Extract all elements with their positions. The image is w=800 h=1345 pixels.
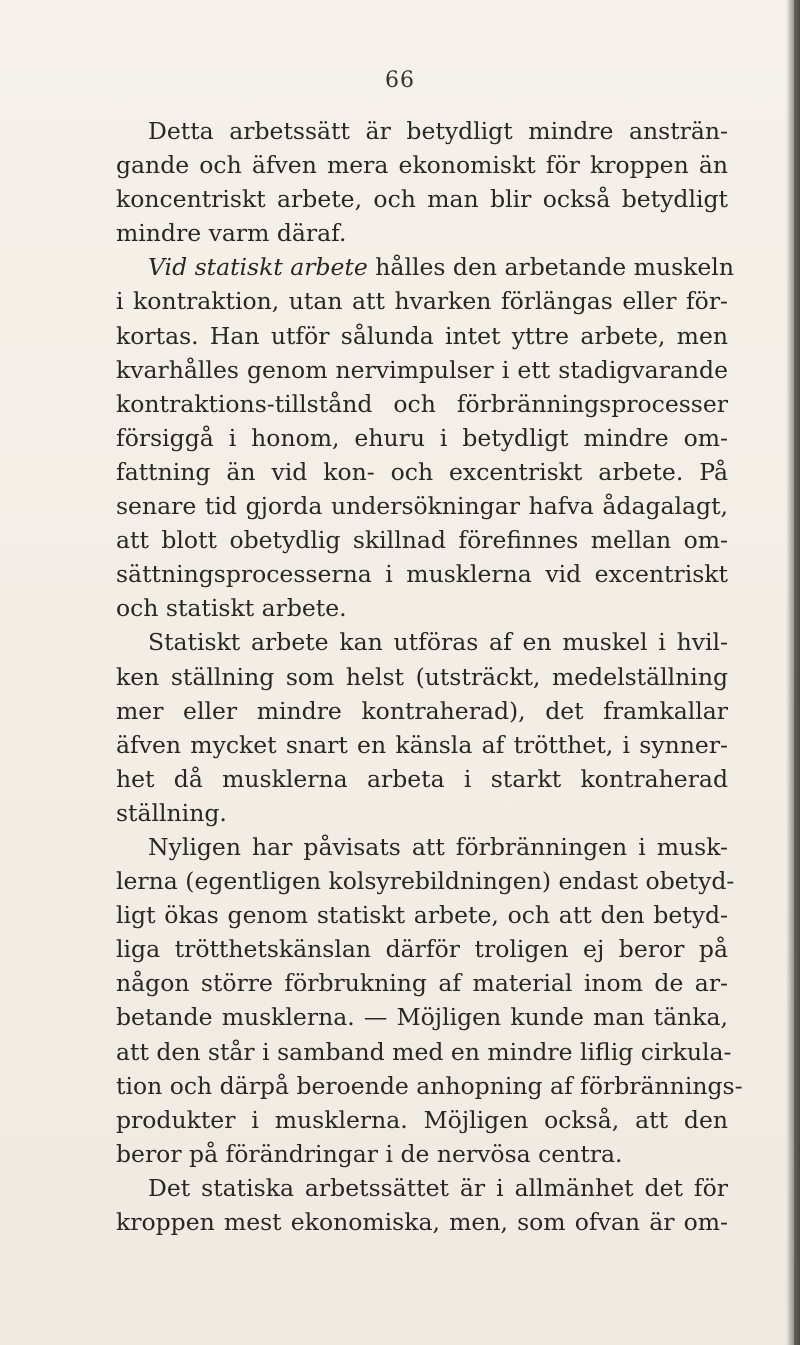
text-line: någon större förbrukning af material inom de ar- xyxy=(116,969,728,998)
text-line: Det statiska arbetssättet är i allmänhet det för xyxy=(148,1173,728,1202)
text-line: sättningsprocesserna i musklerna vid excentriskt xyxy=(116,560,728,589)
text-line: ställning. xyxy=(116,798,227,827)
text-line: tion och därpå beroende anhopning af förbrännings- xyxy=(116,1071,743,1100)
text-line: och statiskt arbete. xyxy=(116,594,347,623)
body-text xyxy=(116,114,743,1239)
text-line: beror på förändringar i de nervösa centra. xyxy=(116,1139,623,1168)
text-line: Nyligen har påvisats att förbränningen i musk- xyxy=(148,832,728,861)
text-line: liga trötthetskänslan därför troligen ej beror på xyxy=(116,935,728,964)
text-line: produkter i musklerna. Möjligen också, att den xyxy=(116,1105,728,1134)
text-line: att blott obetydlig skillnad förefinnes mellan om- xyxy=(116,526,728,555)
text-line: senare tid gjorda undersökningar hafva ådagalagt, xyxy=(116,492,728,521)
text-line: gande och äfven mera ekonomiskt för kroppen än xyxy=(116,151,728,180)
text-line xyxy=(116,250,734,284)
text-line: Detta arbetssätt är betydligt mindre ansträn- xyxy=(148,117,728,145)
text-line: äfven mycket snart en känsla af trötthet, i synner- xyxy=(116,730,728,759)
text-line: mindre varm däraf. xyxy=(116,219,347,248)
text-line: Statiskt arbete kan utföras af en muskel i hvil- xyxy=(148,628,728,657)
text-line: lerna (egentligen kolsyrebildningen) endast obetyd- xyxy=(116,867,735,896)
text-line: att den står i samband med en mindre liflig cirkula- xyxy=(116,1037,732,1066)
text-line: het då musklerna arbeta i starkt kontraherad xyxy=(116,764,728,793)
text-line: i kontraktion, utan att hvarken förlängas eller för- xyxy=(116,287,728,316)
text-line: koncentriskt arbete, och man blir också betydligt xyxy=(116,185,728,214)
text-line: kroppen mest ekonomiska, men, som ofvan är om- xyxy=(116,1208,728,1236)
page-number: 66 xyxy=(385,68,415,93)
text-line: ken ställning som helst (utsträckt, medelställning xyxy=(116,662,728,691)
text-line: kontraktions-tillstånd och förbränningsprocesser xyxy=(116,389,728,418)
text-line: betande musklerna. — Möjligen kunde man tänka, xyxy=(116,1003,728,1032)
text-line: kvarhålles genom nervimpulser i ett stadigvarande xyxy=(116,355,728,384)
text-line: fattning än vid kon- och excentriskt arbete. På xyxy=(116,457,728,486)
text-line: mer eller mindre kontraherad), det framkallar xyxy=(116,696,728,725)
text-line-rest: hålles den arbetande muskeln xyxy=(367,253,734,282)
text-line: kortas. Han utför sålunda intet yttre arbete, men xyxy=(116,321,728,350)
text-line: ligt ökas genom statiskt arbete, och att den betyd- xyxy=(116,901,728,930)
page-edge-strip xyxy=(794,0,800,1345)
text-line: försiggå i honom, ehuru i betydligt mindre om- xyxy=(116,423,728,452)
italic-term: Vid statiskt arbete xyxy=(148,253,368,282)
